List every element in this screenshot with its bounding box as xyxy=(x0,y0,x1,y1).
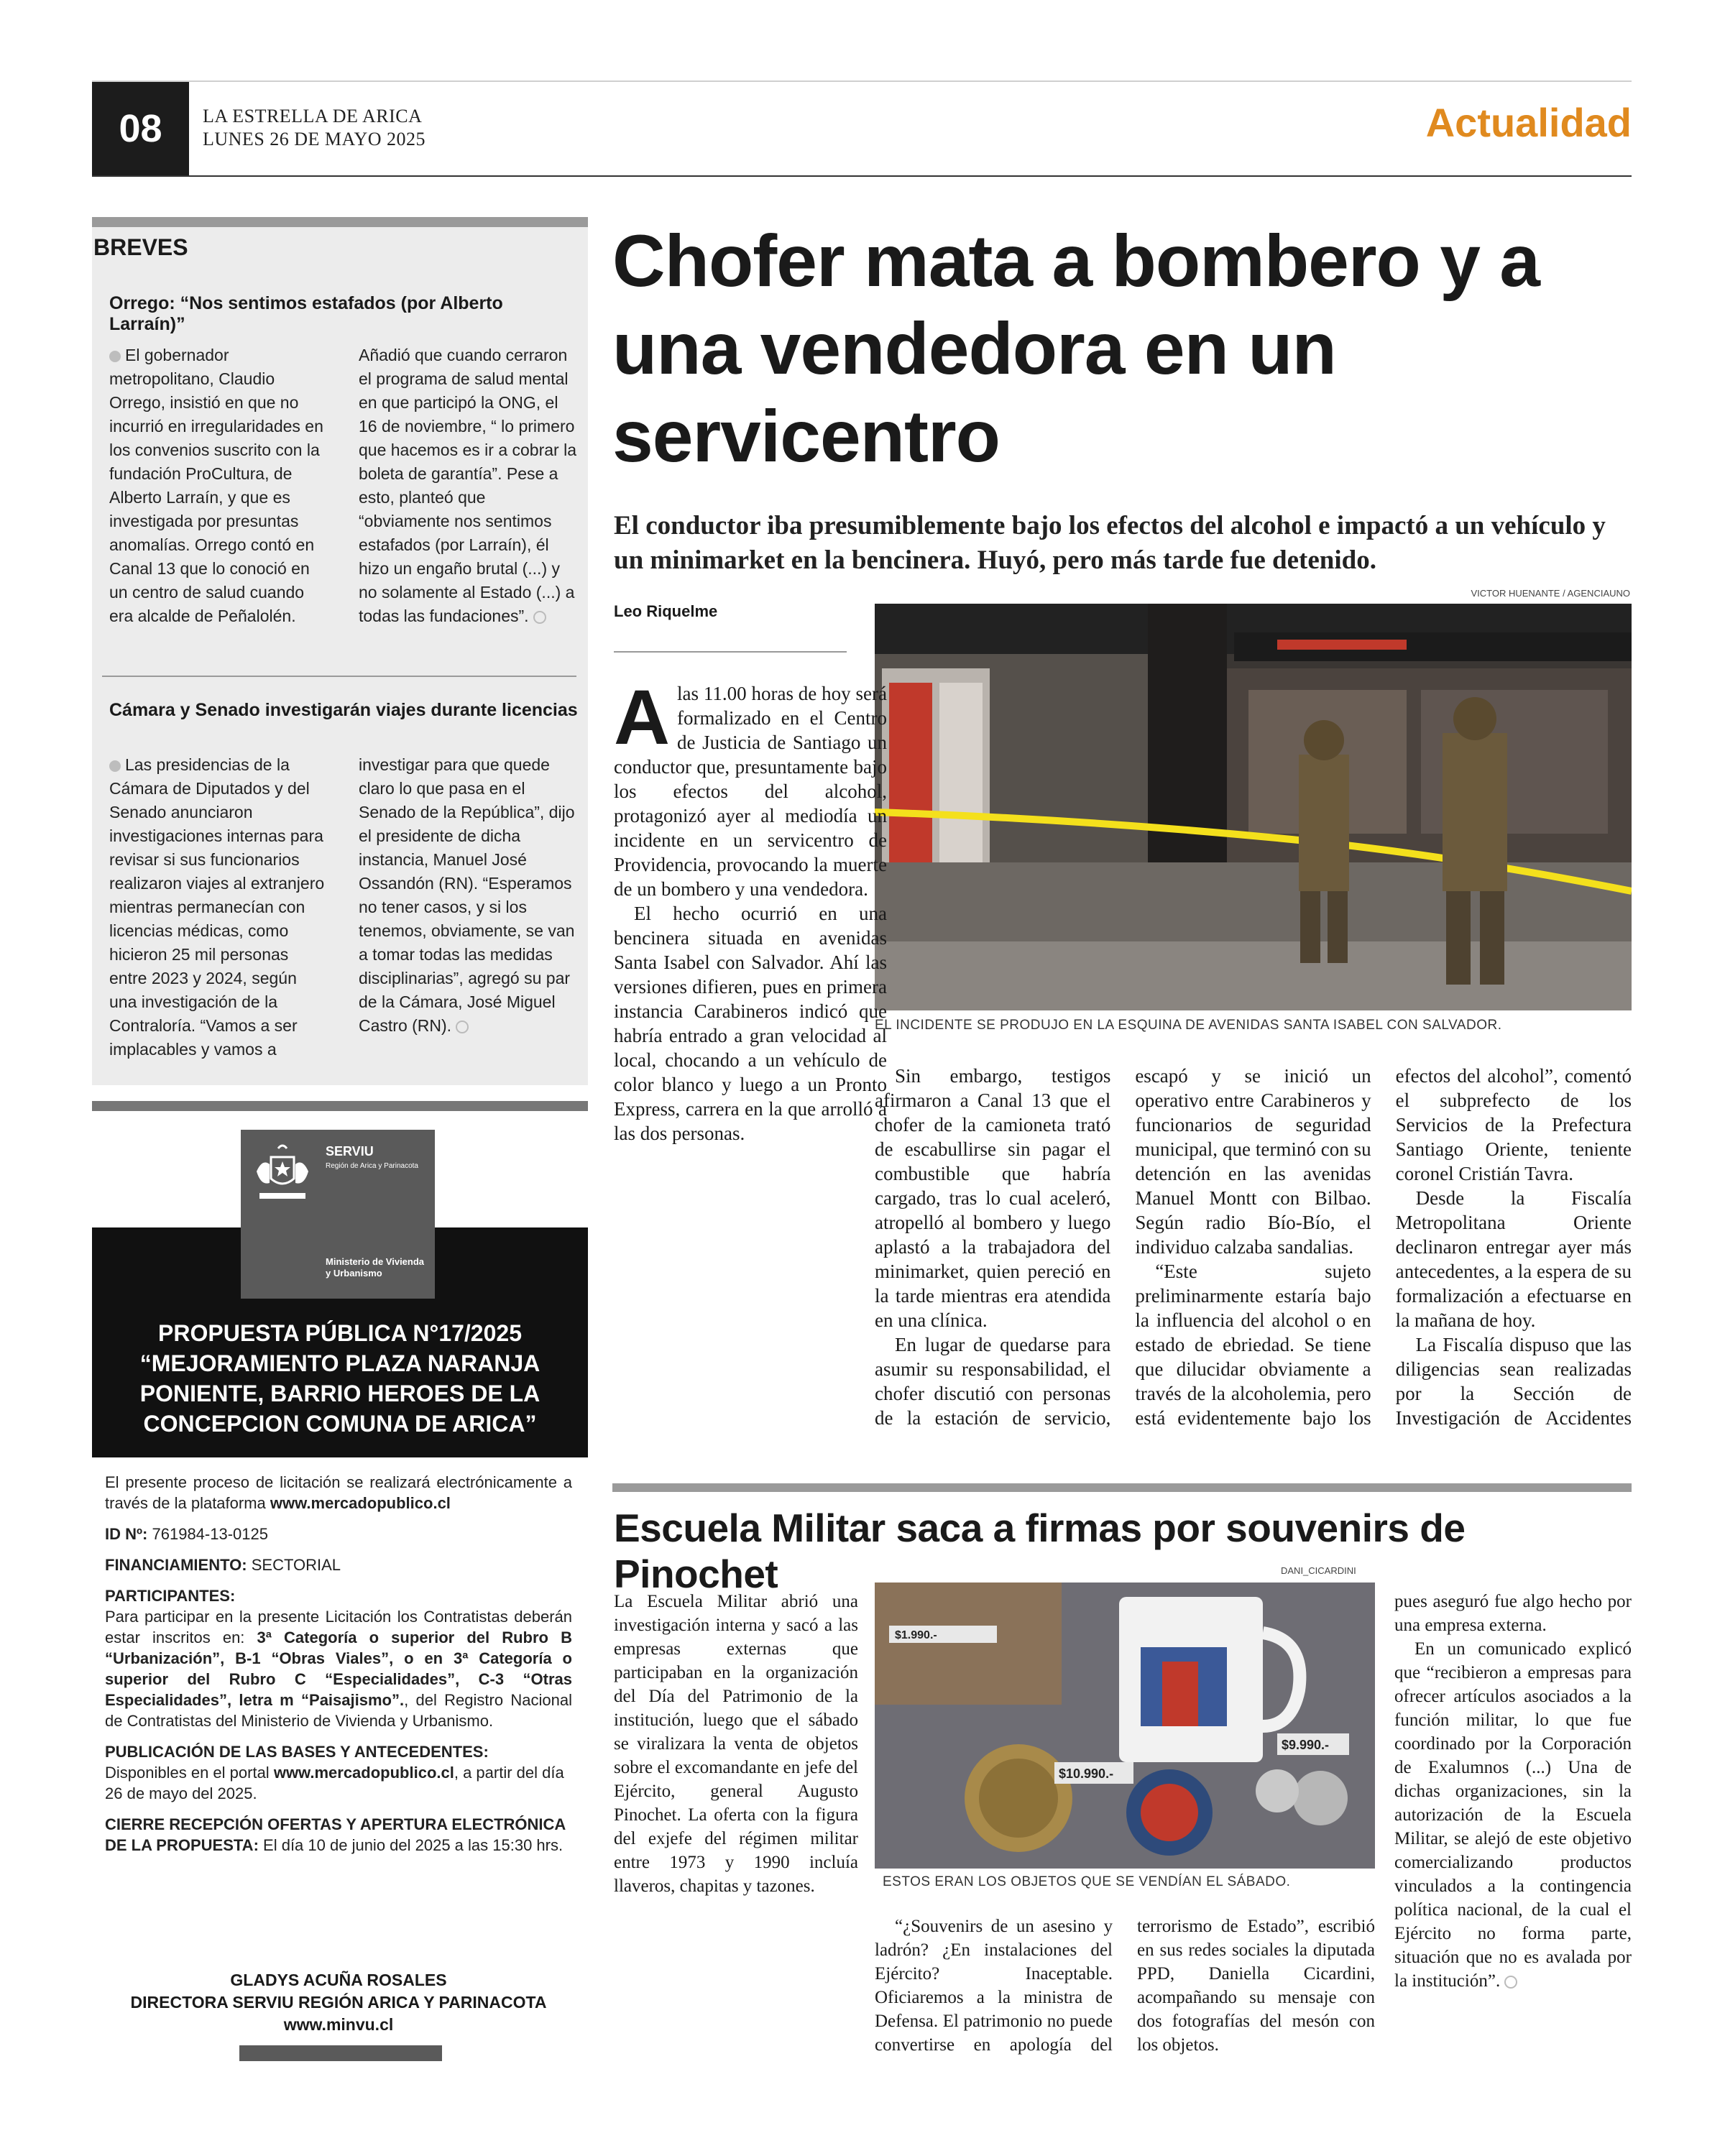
drop-cap: A xyxy=(614,681,670,760)
article-paragraph: “Este sujeto preliminarmente estaría bajo la influencia del alcohol o en estado de ebriedad. Se tiene que dilucidar obviamente a través de la alcoholemia, pero está evidentemente bajo los efectos del alcohol”, comentó el subprefecto de los Servicios de la Prefectura Santiago Oriente, teniente coronel Cristián Tavra. xyxy=(1135,1065,1632,1429)
page-number: 08 xyxy=(92,82,189,175)
article2-rule xyxy=(612,1483,1632,1492)
end-mark-icon xyxy=(1504,1976,1517,1989)
article2-paragraph: En un comunicado explicó que “recibieron a empresas para ofrecer artículos asociados a la función militar, lo que fue coordinado por la Corporación de Exalumnos (...) Una de dichas organizaciones, sin la autorización de la Escuela Militar, se alejó de este objetivo comercializando productos vinculados a la contingencia política nacional, de la cual el Ejército no forma parte, situación que no es avalada por la institución”. xyxy=(1394,1639,1632,1991)
article2-body-columns xyxy=(875,1915,1375,2065)
top-rule xyxy=(92,80,1632,82)
article-paragraph: Desde la Fiscalía Metropolitana Oriente declinaron entregar ayer más antecedentes, a la espera de su formalización a efectuarse en la mañana de hoy. xyxy=(1395,1187,1632,1331)
ad-publication: PUBLICACIÓN DE LAS BASES Y ANTECEDENTES: Disponibles en el portal www.mercadopublico.cl, a partir del día 26 de mayo del 2025. xyxy=(105,1743,564,1802)
masthead xyxy=(203,105,426,151)
publication-name: LA ESTRELLA DE ARICA xyxy=(203,106,423,126)
article-paragraph: En lugar de quedarse para asumir su responsabilidad, el chofer discutió con personas de la estación de servicio, escapó y se inició un operativo entre Carabineros y funcionarios de seguridad municipal, que terminó con su detención en las avenidas Manuel Montt con Bilbao. Según radio Bío-Bío, el individuo calzaba sandalias. xyxy=(875,1065,1371,1429)
article2-paragraph: La Escuela Militar abrió una investigación interna y sacó a las empresas externas que participaban en la organización del Día del Patrimonio de la institución, luego que el sábado se viralizara la venta de objetos sobre el excomandante en jefe del Ejército, general Augusto Pinochet. La oferta con la figura del exjefe del régimen militar entre 1973 y 1990 incluía llaveros, chapitas y tazones. xyxy=(614,1592,858,1896)
serviu-logo xyxy=(241,1130,435,1299)
ad-website: www.minvu.cl xyxy=(283,2015,394,2034)
article-body-columns xyxy=(875,1064,1632,1452)
ad-closing: CIERRE RECEPCIÓN OFERTAS Y APERTURA ELECTRÓNICA DE LA PROPUESTA: El día 10 de junio del 2025 a las 15:30 hrs. xyxy=(105,1815,566,1854)
ad-signer: GLADYS ACUÑA ROSALES xyxy=(230,1971,447,1989)
ad-id: ID Nº: 761984-13-0125 xyxy=(105,1525,268,1543)
article2-body-column-4 xyxy=(1394,1590,1632,2064)
breve-1-body: El gobernador metropolitano, Claudio Orrego, insistió en que no incurrió en irregularidades en los convenios suscrito con la fundación ProCultura, de Alberto Larraín, y que es investigada por presuntas anomalías. Orrego contó en Canal 13 que lo conoció en un centro de salud cuando era alcalde de Peñalolén. Añadió que cuando cerraron el programa de salud mental en que participó la ONG, el 16 de noviembre, “ lo primero que hacemos es ir a cobrar la boleta de garantía”. Pese a esto, planteó que “obviamente nos sentimos estafados (por Larraín), él hizo un engaño brutal (...) y no solamente al Estado (...) a todas las fundaciones”. xyxy=(109,346,576,625)
breves-title: BREVES xyxy=(93,234,188,260)
ad-participants: PARTICIPANTES: Para participar en la presente Licitación los Contratistas deberán estar inscritos en: 3ª Categoría o superior del Rubro B “Urbanización”, B-1 “Obras Viales”, o en 3ª Categoría o superior del Rubro C “Especialidades”, C-3 “Otras Especialidades”, letra m “Paisajismo”., del Registro Nacional de Contratistas del Ministerio de Vivienda y Urbanismo. xyxy=(105,1587,572,1730)
article-paragraph: Sin embargo, testigos afirmaron a Canal 13 que el chofer de la camioneta trató de escabullirse sin pagar el combustible que habría cargado, tras lo cual aceleró, atropelló al bombero y luego aplastó a la trabajadora del minimarket, quien pereció en la tarde mientras era atendida en una clínica. xyxy=(875,1065,1111,1331)
bullet-icon xyxy=(109,351,121,362)
bullet-icon xyxy=(109,760,121,772)
ad-intro: El presente proceso de licitación se realizará electrónicamente a través de la plataforma www.mercadopublico.cl xyxy=(105,1473,572,1512)
incident-photo xyxy=(875,604,1632,1010)
byline: Leo Riquelme xyxy=(614,602,718,620)
end-mark-icon xyxy=(533,611,546,624)
ministry-name: Ministerio de Vivienda y Urbanismo xyxy=(326,1256,425,1279)
price-tag-1: $1.990.- xyxy=(895,1629,937,1641)
byline-rule xyxy=(614,651,847,653)
article-paragraph: La Fiscalía dispuso que las diligencias sean realizadas por la Sección de Investigación de Accidentes xyxy=(1396,1064,1632,1452)
header-rule xyxy=(92,175,1632,177)
breve-1-headline: Orrego: “Nos sentimos estafados (por Alberto Larraín)” xyxy=(109,293,503,334)
ad-footer xyxy=(105,1969,572,2036)
price-tag-2: $10.990.- xyxy=(1059,1766,1114,1781)
breve-2-headline: Cámara y Senado investigarán viajes durante licencias xyxy=(109,700,578,720)
photo2-credit: DANI_CICARDINI xyxy=(1281,1565,1356,1576)
price-tag-3: $9.990.- xyxy=(1282,1738,1330,1752)
end-mark-icon xyxy=(456,1021,469,1033)
ad-topbar xyxy=(92,1101,588,1111)
article2-paragraph: pues aseguró fue algo hecho por una empresa externa. xyxy=(1394,1592,1632,1635)
article-deck: El conductor iba presumiblemente bajo los efectos del alcohol e impactó a un vehículo y un minimarket en la bencinera. Huyó, pero más tarde fue detenido. xyxy=(614,511,1606,575)
breves-topbar xyxy=(92,217,588,227)
breves-divider xyxy=(102,676,576,677)
article-headline: Chofer mata a bombero y a una vendedora en un servicentro xyxy=(612,220,1540,477)
publication-date: LUNES 26 DE MAYO 2025 xyxy=(203,129,426,149)
photo2-caption: ESTOS ERAN LOS OBJETOS QUE SE VENDÍAN EL SÁBADO. xyxy=(883,1874,1291,1889)
chile-emblem-icon xyxy=(249,1143,316,1207)
souvenirs-photo xyxy=(875,1583,1375,1869)
breve-2-body: Las presidencias de la Cámara de Diputados y del Senado anunciaron investigaciones internas para revisar si sus funcionarios realizaron viajes al extranjero mientras permanecían con licencias médicas, como hicieron 25 mil personas entre 2023 y 2024, según una investigación de la Contraloría. “Vamos a ser implacables y vamos a investigar para que quede claro lo que pasa en el Senado de la República”, dijo el presidente de dicha instancia, Manuel José Ossandón (RN). “Esperamos no tener casos, y si los tenemos, obviamente, se van a tomar todas las medidas disciplinarias”, agregó su par de la Cámara, José Miguel Castro (RN). xyxy=(109,755,575,1059)
article-paragraph: El hecho ocurrió en una bencinera situada en avenidas Santa Isabel con Salvador. Ahí las versiones difieren, pues en primera instancia Carabineros indicó que habría entrado a gran velocidad al local, chocando a un vehículo de color blanco y luego a un Pronto Express, carrera en la que arrolló a las dos personas. xyxy=(614,903,887,1144)
photo-credit: VICTOR HUENANTE / AGENCIAUNO xyxy=(1471,588,1630,599)
ad-title: PROPUESTA PÚBLICA N°17/2025 “MEJORAMIENTO PLAZA NARANJA PONIENTE, BARRIO HEROES DE LA CONCEPCION COMUNA DE ARICA” xyxy=(139,1320,540,1437)
serviu-region: Región de Arica y Parinacota xyxy=(326,1162,418,1170)
photo-caption: EL INCIDENTE SE PRODUJO EN LA ESQUINA DE AVENIDAS SANTA ISABEL CON SALVADOR. xyxy=(875,1018,1502,1033)
section-label: Actualidad xyxy=(1425,100,1632,145)
ad-financing: FINANCIAMIENTO: SECTORIAL xyxy=(105,1556,341,1574)
ad-intro-url: www.mercadopublico.cl xyxy=(270,1494,451,1512)
article-body-column-1 xyxy=(614,681,887,1450)
article2-paragraph: “¿Souvenirs de un asesino y ladrón? ¿En instalaciones del Ejército? Inaceptable. Oficiaremos a la ministra de Defensa. El patrimonio no puede convertirse en apología del terrorismo de Estado”, escribió en sus redes sociales la diputada PPD, Daniella Cicardini, acompañando su mensaje con dos fotografías del mesón con los objetos. xyxy=(875,1917,1375,2055)
ad-signer-title: DIRECTORA SERVIU REGIÓN ARICA Y PARINACOTA xyxy=(130,1993,547,2012)
article2-body-column-1 xyxy=(614,1590,858,2064)
ad-bottombar xyxy=(239,2045,442,2061)
article2-headline: Escuela Militar saca a firmas por souvenirs de Pinochet xyxy=(614,1506,1466,1596)
serviu-name: SERVIU xyxy=(326,1144,374,1158)
article-paragraph: Alas 11.00 horas de hoy será formalizado en el Centro de Justicia de Santiago un conductor que, presuntamente bajo los efectos del alcohol, protagonizó ayer al mediodía un incidente en un servicentro de Providencia, provocando la muerte de un bombero y una vendedora. xyxy=(614,681,887,900)
ad-body xyxy=(105,1472,572,1866)
